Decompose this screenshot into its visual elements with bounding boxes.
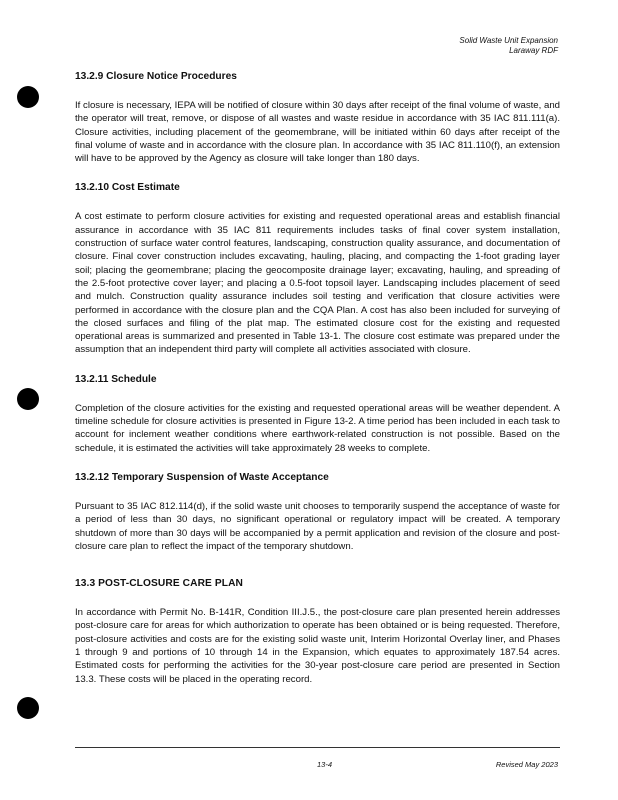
section-heading-temporary-suspension: 13.2.12 Temporary Suspension of Waste Acceptance xyxy=(75,471,329,483)
section-heading-closure-notice: 13.2.9 Closure Notice Procedures xyxy=(75,71,237,82)
header-line-2: Laraway RDF xyxy=(509,46,558,55)
binder-hole-3 xyxy=(17,697,39,719)
binder-hole-1 xyxy=(17,86,39,108)
section-heading-cost-estimate: 13.2.10 Cost Estimate xyxy=(75,182,180,194)
section-heading-post-closure: 13.3 POST-CLOSURE CARE PLAN xyxy=(75,578,243,590)
paragraph-schedule: Completion of the closure activities for the existing and requested operational areas will be weather dependent. A timeline schedule for closure activities is presented in Figure 13-2. A time period has been included in each task to account for inclement weather conditions where earthwork-related construction is not possible. Based on the schedule, it is estimated the activities will take approximately 28 weeks to complete. xyxy=(75,402,560,454)
revision-date: Revised May 2023 xyxy=(495,760,558,769)
header-line-1: Solid Waste Unit Expansion xyxy=(459,36,558,45)
section-heading-schedule: 13.2.11 Schedule xyxy=(75,373,157,385)
page-number: 13-4 xyxy=(317,760,333,769)
paragraph-cost-estimate: A cost estimate to perform closure activities for existing and requested operational areas and establish financial assurance in accordance with 35 IAC 811 requirements includes tasks of final cover system installation, construction of surface water control features, landscaping, construction quality assurance, and documentation of closure. Final cover construction includes excavating, hauling, placing, and compacting the 1-foot grading layer soil; placing the geomembrane; placing the geocomposite drainage layer; excavating, hauling, and spreading of the 2.5-foot protective cover layer; and placing a 0.5-foot topsoil layer. Landscaping includes placement of seed and mulch. Construction quality assurance includes soil testing and verification that closure activities were performed in accordance with the closure plan and the CQA Plan. A cost has also been included for surveying of the closed surfaces and filing of the plat map. The estimated closure cost for the existing and requested operational areas is summarized and presented in Table 13-1. The closure cost estimate was prepared under the assumption that an independent third party will complete all activities associated with closure. xyxy=(75,211,560,356)
binder-hole-2 xyxy=(17,388,39,410)
paragraph-post-closure: In accordance with Permit No. B-141R, Condition III.J.5., the post-closure care plan presented herein addresses post-closure care for areas for which authorization to operate has been obtained or is being requested. Therefore, post-closure activities and costs are for the existing solid waste unit, Interim Horizontal Overlay liner, and Phases 1 through 9 and portions of 10 through 14 in the Expansion, which equates to approximately 187.54 acres. Estimated costs for performing the activities for the 30-year post-closure care period are presented in Section 13.3. These costs will be placed in the operating record. xyxy=(75,607,560,685)
footer-divider xyxy=(75,747,560,748)
paragraph-closure-notice: If closure is necessary, IEPA will be notified of closure within 30 days after receipt of the final volume of waste, and the operator will treat, remove, or dispose of all wastes and waste residue in accordance with 35 IAC 811.111(a). Closure activities, including placement of the geomembrane, will be initiated within 60 days after receipt of the final volume of waste and in accordance with the closure plan. In accordance with 35 IAC 811.110(f), an extension will have to be approved by the Agency as closure will take longer than 180 days. xyxy=(75,100,560,165)
page-content xyxy=(75,67,560,686)
paragraph-temporary-suspension: Pursuant to 35 IAC 812.114(d), if the solid waste unit chooses to temporarily suspend the acceptance of waste for a period of less than 30 days, no significant operational or regulatory impact will be created. A temporary shutdown of more than 30 days will be accompanied by a permit application and revision of the closure and post-closure care plan to reflect the impact of the temporary shutdown. xyxy=(75,500,560,552)
